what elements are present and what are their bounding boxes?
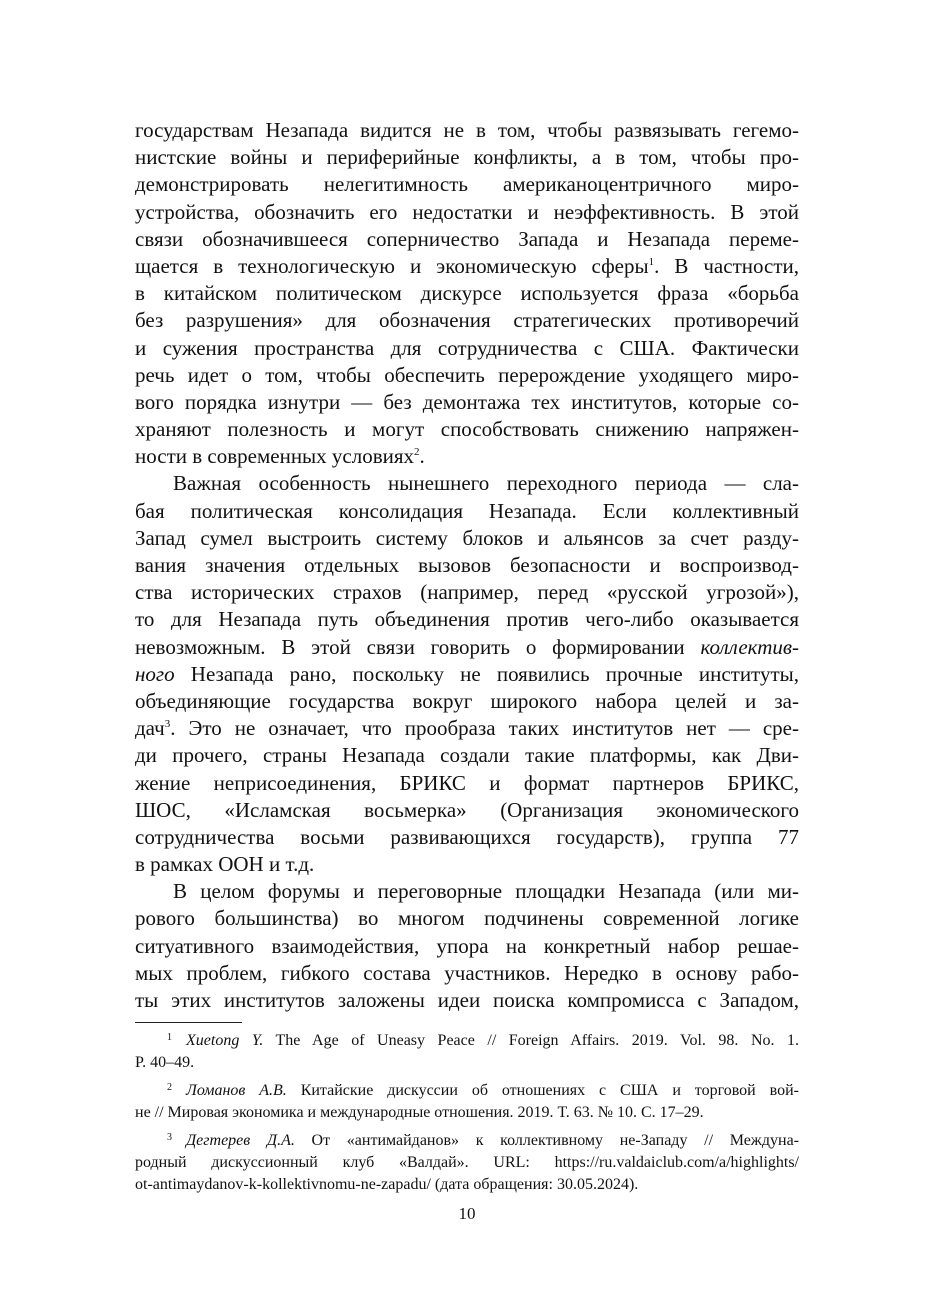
- text-line: вания значения отдельных вызовов безопасности и воспроизвод-: [135, 553, 799, 577]
- text-line: связи обозначившееся соперничество Запада и Незапада переме-: [135, 226, 799, 251]
- footnote-number: 1: [167, 1032, 172, 1043]
- text-line: устройства, обозначить его недостатки и неэффективность. В этой: [135, 199, 799, 224]
- text-line: ШОС, «Исламская восьмерка» (Организация экономического: [135, 797, 799, 822]
- text-line: сотрудничества восьми развивающихся государств), группа 77: [135, 824, 799, 849]
- main-text: [135, 117, 799, 1014]
- text-line: речь идет о том, чтобы обеспечить перерождение уходящего миро-: [135, 362, 799, 387]
- footnote-2: [135, 1080, 799, 1124]
- text-line: то для Незапада путь объединения против чего-либо оказывается: [135, 607, 799, 632]
- text-line: нистские войны и периферийные конфликты, а в том, чтобы про-: [135, 145, 799, 170]
- footnote-number: 2: [167, 1082, 172, 1093]
- footnote-author: Ломанов А.В.: [186, 1082, 287, 1099]
- text-line: ности в современных условиях$^2$.: [135, 444, 425, 469]
- footnote-3: [135, 1130, 799, 1196]
- footnote-line: не // Мировая экономика и международные отношения. 2019. Т. 63. № 10. С. 17–29.: [135, 1104, 704, 1121]
- footnote-line: $^1$ Xuetong Y. The Age of Uneasy Peace // Foreign Affairs. 2019. Vol. 98. No. 1.: [167, 1032, 800, 1049]
- footnote-divider: [135, 1022, 242, 1023]
- text-line: дач$^3$. Это не означает, что прообраза таких институтов нет — сре-: [135, 716, 799, 741]
- text-line: бая политическая консолидация Незапада. Если коллективный: [135, 498, 799, 523]
- text-line: государствам Незапада видится не в том, чтобы развязывать гегемо-: [135, 118, 799, 142]
- text-line: объединяющие государства вокруг широкого набора целей и за-: [135, 688, 799, 713]
- text-line: рового большинства) во многом подчинены современной логике: [135, 906, 799, 931]
- footnote-1: [135, 1030, 799, 1074]
- text-line: мых проблем, гибкого состава участников. Нередко в основу рабо-: [135, 960, 799, 985]
- text-line: Запад сумел выстроить систему блоков и альянсов за счет разду-: [135, 525, 799, 550]
- footnote-author: Xuetong Y.: [186, 1032, 264, 1049]
- emphasis: ного: [135, 661, 175, 686]
- emphasis: коллектив-: [700, 634, 799, 659]
- text-line: ситуативного взаимодействия, упора на конкретный набор решае-: [135, 933, 799, 958]
- text-line: В целом форумы и переговорные площадки Незапада (или ми-: [173, 879, 799, 904]
- text-line: невозможным. В этой связи говорить о формировании коллектив-: [135, 634, 799, 659]
- footnote-number: 3: [167, 1132, 172, 1143]
- footnote-line: $^2$ Ломанов А.В. Китайские дискуссии об отношениях с США и торговой вой-: [167, 1082, 799, 1099]
- paragraph-3: [135, 878, 799, 1014]
- text-line: без разрушения» для обозначения стратегических противоречий: [135, 308, 799, 333]
- text-line: в китайском политическом дискурсе используется фраза «борьба: [135, 281, 799, 306]
- paragraph-1: [135, 117, 799, 470]
- page-number: 10: [458, 1204, 476, 1223]
- footnote-line: P. 40–49.: [135, 1054, 195, 1071]
- text-line: и сужения пространства для сотрудничества с США. Фактически: [135, 335, 799, 360]
- text-line: демонстрировать нелегитимность американоцентричного миро-: [135, 172, 799, 197]
- text-line: ди прочего, страны Незапада создали такие платформы, как Дви-: [135, 743, 799, 768]
- paragraph-2: [135, 470, 799, 878]
- footnote-line: $^3$ Дегтерев Д.А. От «антимайданов» к коллективному не-Западу // Междуна-: [167, 1132, 799, 1149]
- text-line: Важная особенность нынешнего переходного периода — сла-: [173, 471, 799, 496]
- text-line: вого порядка изнутри — без демонтажа тех институтов, которые со-: [135, 389, 799, 414]
- footnote-ref-2[interactable]: 2: [414, 446, 420, 459]
- text-line: жение неприсоединения, БРИКС и формат партнеров БРИКС,: [135, 770, 799, 795]
- footnote-line: ot-antimaydanov-k-kollektivnomu-ne-zapadu/ (дата обращения: 30.05.2024).: [135, 1176, 639, 1193]
- text-line: щается в технологическую и экономическую сферы$^1$. В частности,: [135, 253, 799, 278]
- text-line: ты этих институтов заложены идеи поиска компромисса с Западом,: [135, 988, 799, 1012]
- footnote-ref-1[interactable]: 1: [648, 255, 655, 268]
- text-line: в рамках ООН и т.д.: [135, 852, 315, 877]
- footnote-author: Дегтерев Д.А.: [186, 1132, 295, 1149]
- footnote-line: родный дискуссионный клуб «Валдай». URL: https://ru.valdaiclub.com/a/highlights/: [135, 1154, 799, 1171]
- text-line: ного Незапада рано, поскольку не появились прочные институты,: [135, 661, 799, 686]
- footnotes: [135, 1030, 799, 1196]
- text-line: ства исторических страхов (например, перед «русской угрозой»),: [135, 580, 799, 605]
- text-line: храняют полезность и могут способствовать снижению напряжен-: [135, 417, 799, 442]
- footnote-ref-3[interactable]: 3: [164, 718, 171, 731]
